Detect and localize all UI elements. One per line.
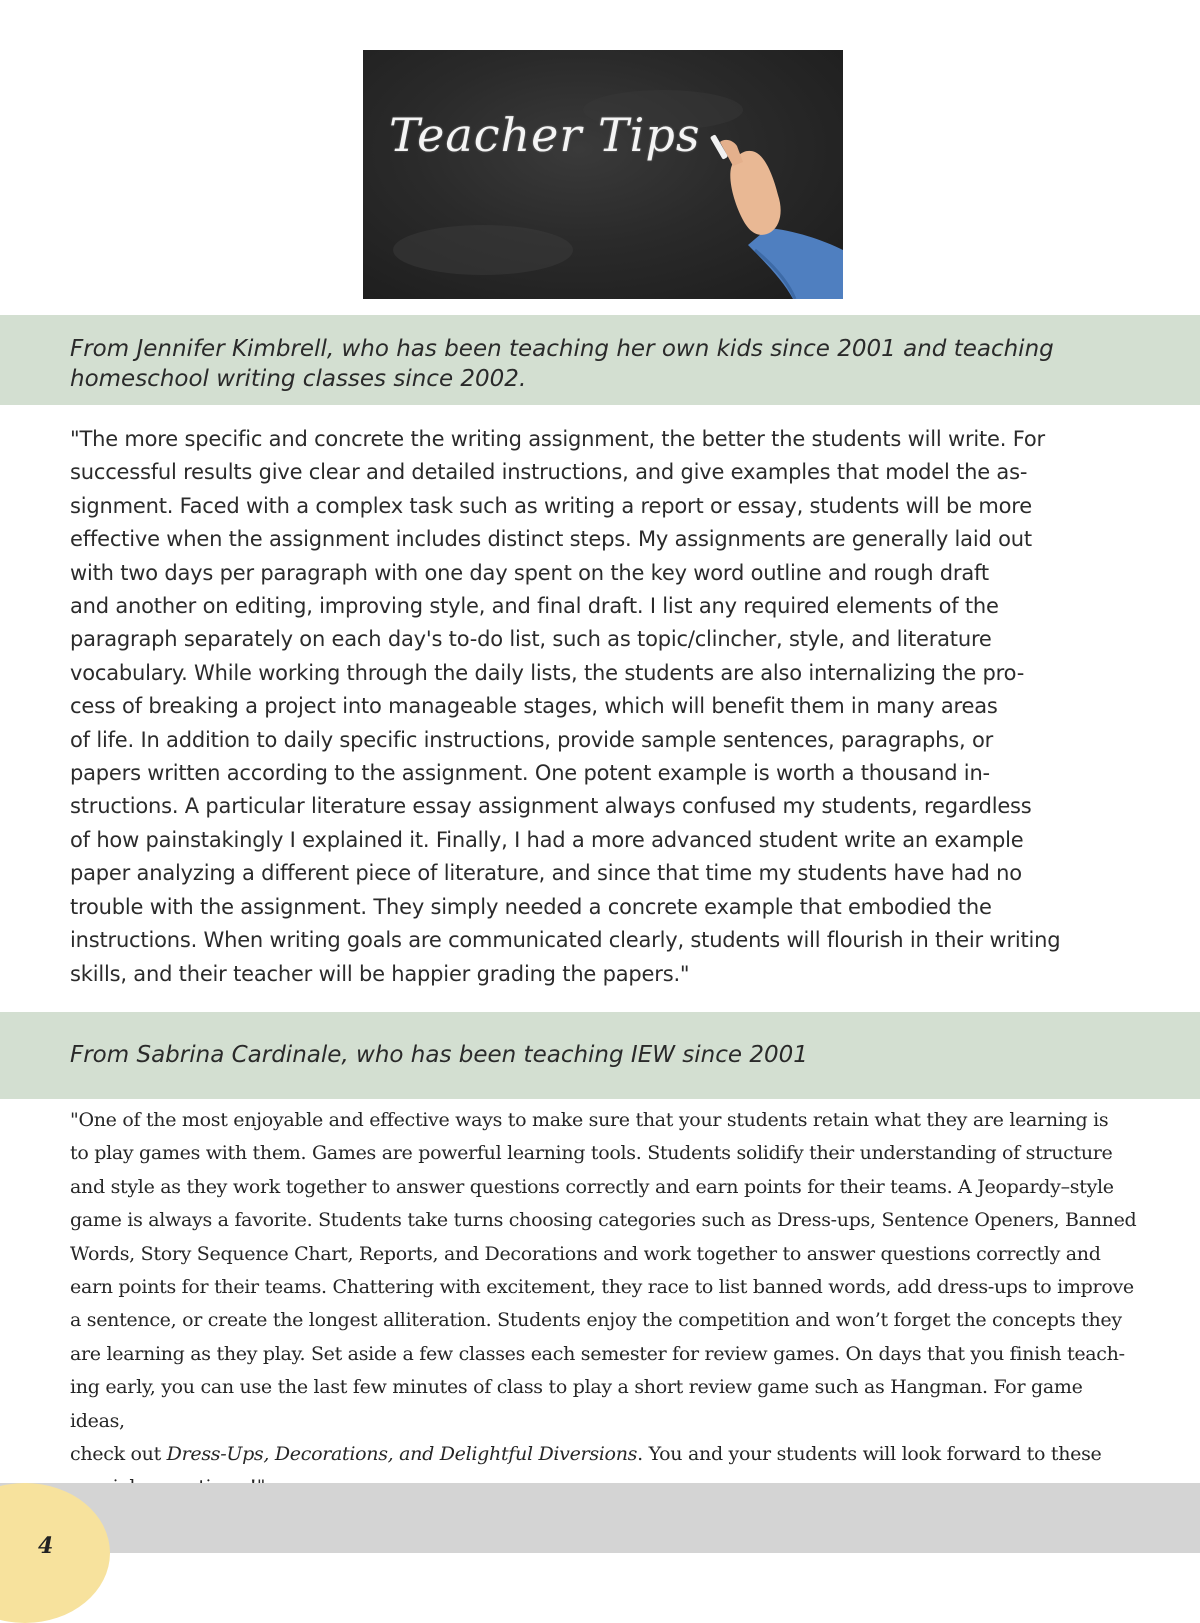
paragraph-line: paragraph separately on each day's to-do list, such as topic/clincher, style, and literature [70, 627, 992, 652]
paragraph-line: are learning as they play. Set aside a few classes each semester for review games. On days that you finish teach- [70, 1342, 1125, 1365]
paragraph-line: cess of breaking a project into manageable stages, which will benefit them in many areas [70, 694, 998, 719]
section1-heading: From Jennifer Kimbrell, who has been teaching her own kids since 2001 and teaching homeschool writing classes since 2002. [70, 336, 1054, 392]
paragraph-line: of life. In addition to daily specific instructions, provide sample sentences, paragraphs, or [70, 727, 994, 752]
paragraph-line: "The more specific and concrete the writing assignment, the better the students will write. For [70, 427, 1045, 451]
paragraph-line: skills, and their teacher will be happier grading the papers." [70, 961, 690, 986]
paragraph-line: game is always a favorite. Students take turns choosing categories such as Dress-ups, Sentence Openers, Banned [70, 1209, 1137, 1232]
paragraph-line: instructions. When writing goals are communicated clearly, students will flourish in their writing [70, 928, 1061, 953]
paragraph-line: earn points for their teams. Chattering with excitement, they race to list banned words, add dress-ups to improve [70, 1276, 1134, 1299]
paragraph-line: papers written according to the assignment. One potent example is worth a thousand in- [70, 761, 990, 786]
paragraph-line: a sentence, or create the longest alliteration. Students enjoy the competition and won’t forget the concepts they [70, 1309, 1122, 1332]
paragraph-line: and style as they work together to answer questions correctly and earn points for their teams. A Jeopardy–style [70, 1175, 1114, 1198]
paragraph-line: of how painstakingly I explained it. Finally, I had a more advanced student write an example [70, 827, 1024, 852]
line-text: . You and your students will look forward to these [637, 1443, 1102, 1466]
paragraph-line: paper analyzing a different piece of literature, and since that time my students have had no [70, 861, 1022, 886]
page-footer [0, 1483, 1200, 1553]
paragraph-line: effective when the assignment includes distinct steps. My assignments are generally laid out [70, 527, 1032, 552]
line-text: check out [70, 1443, 167, 1466]
section1-heading-band [0, 315, 1200, 405]
section2-body [70, 1104, 1140, 1505]
hand-with-chalk-icon [363, 50, 843, 299]
page-number: 4 [38, 1533, 54, 1559]
banner-title: Teacher Tips [389, 108, 701, 162]
section1-body [70, 423, 1140, 991]
paragraph-line: signment. Faced with a complex task such as writing a report or essay, students will be more [70, 493, 1032, 518]
paragraph-line [70, 1438, 1140, 1471]
paragraph-line: ing early, you can use the last few minutes of class to play a short review game such as Hangman. For game ideas, [70, 1376, 1083, 1432]
paragraph-line: trouble with the assignment. They simply needed a concrete example that embodied the [70, 894, 992, 919]
book-title: Dress-Ups, Decorations, and Delightful Diversions [166, 1443, 638, 1466]
paragraph-line: "One of the most enjoyable and effective ways to make sure that your students retain what they are learning is [70, 1109, 1109, 1131]
paragraph-line: with two days per paragraph with one day spent on the key word outline and rough draft [70, 560, 989, 585]
paragraph-line: and another on editing, improving style, and final draft. I list any required elements of the [70, 594, 999, 619]
section2-heading: From Sabrina Cardinale, who has been teaching IEW since 2001 [70, 1042, 808, 1068]
chalkboard-banner-image [363, 50, 843, 299]
section2-heading-band [0, 1012, 1200, 1099]
paragraph-line: structions. A particular literature essay assignment always confused my students, regardless [70, 794, 1032, 819]
paragraph-line: vocabulary. While working through the daily lists, the students are also internalizing the pro- [70, 660, 1025, 685]
paragraph-line: to play games with them. Games are powerful learning tools. Students solidify their understanding of structure [70, 1142, 1113, 1165]
paragraph-line: successful results give clear and detailed instructions, and give examples that model the as- [70, 460, 1028, 485]
paragraph-line: Words, Story Sequence Chart, Reports, and Decorations and work together to answer questions correctly and [70, 1242, 1101, 1265]
